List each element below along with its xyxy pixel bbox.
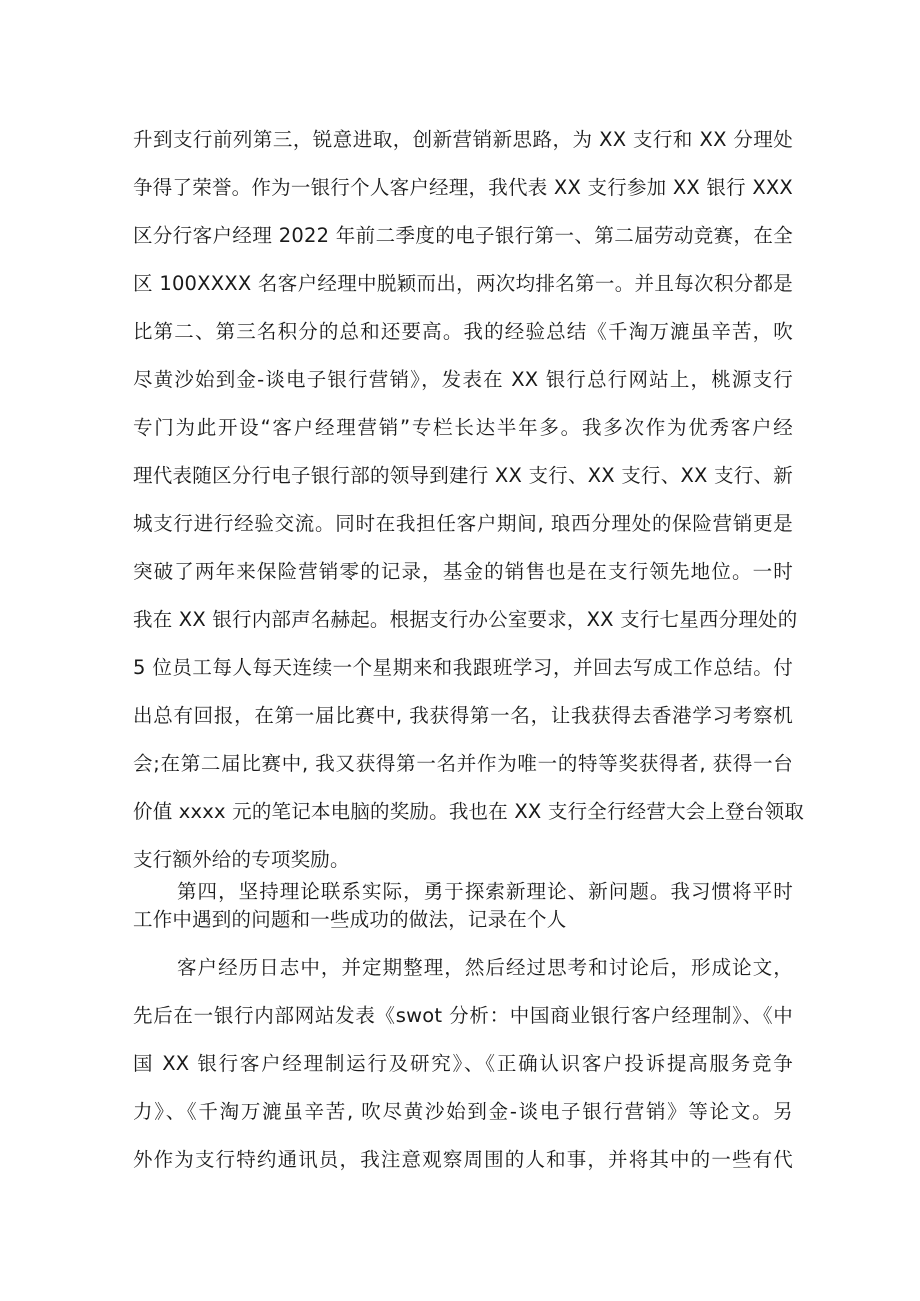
text-line: 专门为此开设“客户经理营销”专栏长达半年多。我多次作为优秀客户经	[133, 416, 793, 439]
text-line: 区 100XXXX 名客户经理中脱颖而出，两次均排名第一。并且每次积分都是	[133, 272, 793, 295]
text-line: 5 位员工每人每天连续一个星期来和我跟班学习，并回去写成工作总结。付	[133, 656, 793, 679]
text-line: 我在 XX 银行内部声名赫起。根据支行办公室要求，XX 支行七星西分理处的	[133, 608, 798, 631]
text-line: 比第二、第三名积分的总和还要高。我的经验总结《千淘万漉虽辛苦，吹	[133, 320, 793, 343]
text-line: 国 XX 银行客户经理制运行及研究》、《正确认识客户投诉提高服务竞争	[133, 1052, 793, 1075]
text-line: 力》、《千淘万漉虽辛苦, 吹尽黄沙始到金-谈电子银行营销》等论文。另	[133, 1100, 793, 1123]
text-line: 客户经历日志中，并定期整理，然后经过思考和讨论后，形成论文，	[177, 956, 793, 979]
text-line: 第四，坚持理论联系实际，勇于探索新理论、新问题。我习惯将平时	[177, 880, 793, 903]
text-line: 会;在第二届比赛中, 我又获得第一名并作为唯一的特等奖获得者, 获得一台	[133, 752, 793, 775]
text-line: 争得了荣誉。作为一银行个人客户经理，我代表 XX 支行参加 XX 银行 XXX	[133, 176, 793, 199]
text-line: 先后在一银行内部网站发表《swot 分析：中国商业银行客户经理制》、《中	[133, 1004, 793, 1027]
text-line: 外作为支行特约通讯员，我注意观察周围的人和事，并将其中的一些有代	[133, 1148, 793, 1171]
text-line: 支行额外给的专项奖励。	[133, 848, 350, 871]
text-line: 尽黄沙始到金-谈电子银行营销》，发表在 XX 银行总行网站上，桃源支行	[133, 368, 793, 391]
text-line: 出总有回报，在第一届比赛中, 我获得第一名，让我获得去香港学习考察机	[133, 704, 793, 727]
text-line: 区分行客户经理 2022 年前二季度的电子银行第一、第二届劳动竞赛，在全	[133, 224, 793, 247]
text-line: 升到支行前列第三，锐意进取，创新营销新思路，为 XX 支行和 XX 分理处	[133, 128, 793, 151]
text-line: 城支行进行经验交流。同时在我担任客户期间, 琅西分理处的保险营销更是	[133, 512, 793, 535]
text-line: 价值 xxxx 元的笔记本电脑的奖励。我也在 XX 支行全行经营大会上登台领取	[133, 800, 804, 823]
text-line: 理代表随区分行电子银行部的领导到建行 XX 支行、XX 支行、XX 支行、新	[133, 464, 793, 487]
text-line: 工作中遇到的问题和一些成功的做法，记录在个人	[133, 908, 567, 931]
text-line: 突破了两年来保险营销零的记录，基金的销售也是在支行领先地位。一时	[133, 560, 793, 583]
